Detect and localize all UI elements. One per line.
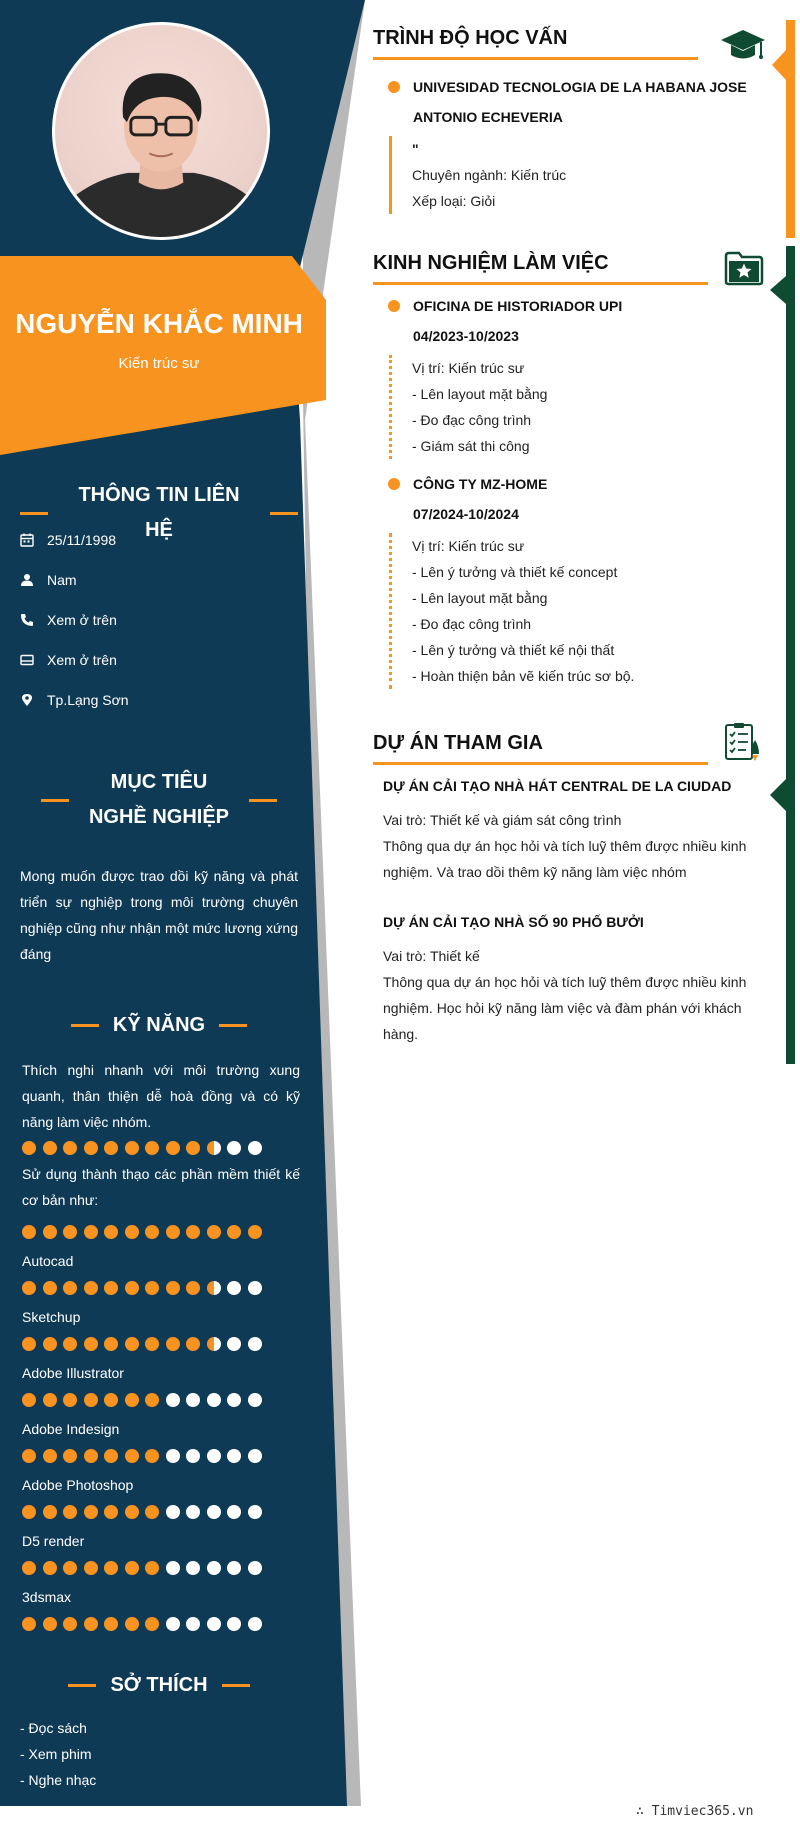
- project-checklist-icon: [722, 722, 764, 764]
- rating-dot: [63, 1505, 77, 1519]
- rating-dot: [84, 1505, 98, 1519]
- contact-email: Xem ở trên: [20, 640, 300, 680]
- rating-dot: [248, 1505, 262, 1519]
- skill-name: 3dsmax: [22, 1589, 72, 1605]
- rating-dot: [84, 1141, 98, 1155]
- rating-dot: [207, 1225, 221, 1239]
- rating-dot: [43, 1393, 57, 1407]
- job-item: [373, 469, 768, 689]
- rating-dot: [166, 1337, 180, 1351]
- rating-dot: [248, 1337, 262, 1351]
- rating-dot: [186, 1505, 200, 1519]
- rating-dot: [104, 1561, 118, 1575]
- rating-dot: [63, 1393, 77, 1407]
- job-details: Vị trí: Kiến trúc sư - Lên ý tưởng và thiết kế concept - Lên layout mặt bằng - Đo đạc công trình - Lên ý tưởng và thiết kế nội thất - Hoàn thiện bản vẽ kiến trúc sơ bộ.: [389, 533, 768, 689]
- job-company: CÔNG TY MZ-HOME: [373, 469, 768, 499]
- project-title: DỰ ÁN CẢI TẠO NHÀ SỐ 90 PHỐ BƯỞI: [383, 914, 644, 930]
- rating-dot: [186, 1337, 200, 1351]
- rating-dot: [104, 1281, 118, 1295]
- hobby-item: - Xem phim: [20, 1746, 92, 1762]
- rating-dot: [248, 1281, 262, 1295]
- education-section: [373, 23, 768, 214]
- hobbies-list: [20, 1715, 298, 1793]
- skill-rating: [22, 1135, 300, 1161]
- location-icon: [20, 692, 47, 708]
- rating-dot: [227, 1141, 241, 1155]
- rating-dot: [248, 1561, 262, 1575]
- contact-birthday: 25/11/1998: [20, 520, 300, 560]
- skill-name: Adobe Photoshop: [22, 1477, 134, 1493]
- education-grade: Xếp loại: Giỏi: [412, 193, 496, 209]
- rating-dot: [22, 1505, 36, 1519]
- rating-dot: [104, 1617, 118, 1631]
- rating-dot: [186, 1225, 200, 1239]
- rating-dot: [248, 1449, 262, 1463]
- rating-dot: [63, 1561, 77, 1575]
- rating-dot: [43, 1449, 57, 1463]
- rating-dot: [63, 1225, 77, 1239]
- rating-dot: [248, 1141, 262, 1155]
- skills-list: [22, 1057, 300, 1637]
- rating-dot: [104, 1141, 118, 1155]
- rating-dot: [227, 1449, 241, 1463]
- rating-dot: [248, 1225, 262, 1239]
- skill-rating: [22, 1555, 300, 1581]
- skill-rating: [22, 1387, 300, 1413]
- rating-dot: [22, 1225, 36, 1239]
- rating-dot: [63, 1449, 77, 1463]
- full-name: NGUYỄN KHẮC MINH: [15, 308, 303, 339]
- skill-name: D5 render: [22, 1533, 85, 1549]
- rating-dot: [125, 1449, 139, 1463]
- rating-dot: [84, 1281, 98, 1295]
- skill-rating: [22, 1331, 300, 1357]
- rating-dot: [186, 1617, 200, 1631]
- rating-dot: [22, 1449, 36, 1463]
- email-icon: [20, 652, 47, 668]
- skill-rating: [22, 1275, 300, 1301]
- rating-dot: [125, 1141, 139, 1155]
- rating-dot: [207, 1617, 221, 1631]
- skill-rating: [22, 1611, 300, 1637]
- rating-dot: [125, 1505, 139, 1519]
- rating-dot: [84, 1561, 98, 1575]
- job-details: Vị trí: Kiến trúc sư - Lên layout mặt bằng - Đo đạc công trình - Giám sát thi công: [389, 355, 768, 459]
- rating-dot: [125, 1393, 139, 1407]
- rating-dot: [207, 1141, 221, 1155]
- rating-dot: [145, 1337, 159, 1351]
- skill-name: Adobe Illustrator: [22, 1365, 124, 1381]
- rating-dot: [166, 1449, 180, 1463]
- rating-dot: [43, 1337, 57, 1351]
- projects-section: [373, 728, 768, 1047]
- rating-dot: [63, 1281, 77, 1295]
- rating-dot: [125, 1225, 139, 1239]
- skill-name: Autocad: [22, 1253, 74, 1269]
- rating-dot: [104, 1505, 118, 1519]
- contact-heading: THÔNG TIN LIÊN HỆ: [20, 478, 298, 548]
- rating-dot: [227, 1561, 241, 1575]
- skill-rating: [22, 1499, 300, 1525]
- project-description: Thông qua dự án học hỏi và tích luỹ thêm được nhiều kinh nghiệm. Học hỏi kỹ năng làm việc và đàm phán với khách hàng.: [383, 974, 747, 1042]
- hobbies-heading: SỞ THÍCH: [20, 1668, 298, 1703]
- rating-dot: [22, 1561, 36, 1575]
- rating-dot: [186, 1281, 200, 1295]
- rating-dot: [207, 1337, 221, 1351]
- rating-dot: [22, 1337, 36, 1351]
- contact-phone: Xem ở trên: [20, 600, 300, 640]
- skill-name: Sketchup: [22, 1309, 81, 1325]
- profile-photo: [52, 22, 270, 240]
- rating-dot: [207, 1281, 221, 1295]
- rating-dot: [43, 1561, 57, 1575]
- rating-dot: [166, 1141, 180, 1155]
- job-item: [373, 291, 768, 459]
- heading-bar-left: [20, 512, 48, 515]
- rating-dot: [145, 1141, 159, 1155]
- rating-dot: [84, 1337, 98, 1351]
- rating-dot: [104, 1337, 118, 1351]
- job-period: 07/2024-10/2024: [413, 506, 519, 522]
- skill-intro-soft: Thích nghi nhanh với môi trường xung quanh, thân thiện dễ hoà đồng và có kỹ năng làm việc nhóm.: [22, 1062, 300, 1130]
- experience-section: [373, 248, 768, 689]
- rating-dot: [145, 1281, 159, 1295]
- rating-dot: [125, 1337, 139, 1351]
- rating-dot: [227, 1225, 241, 1239]
- rating-dot: [125, 1281, 139, 1295]
- graduation-cap-icon: [720, 28, 766, 64]
- rating-dot: [248, 1393, 262, 1407]
- rating-dot: [84, 1449, 98, 1463]
- job-period: 04/2023-10/2023: [413, 328, 519, 344]
- rating-dot: [227, 1393, 241, 1407]
- rating-dot: [84, 1617, 98, 1631]
- rating-dot: [227, 1337, 241, 1351]
- rating-dot: [166, 1393, 180, 1407]
- rating-dot: [145, 1393, 159, 1407]
- rating-dot: [125, 1617, 139, 1631]
- project-role: Vai trò: Thiết kế và giám sát công trình: [383, 812, 622, 828]
- rating-dot: [186, 1449, 200, 1463]
- rating-dot: [22, 1141, 36, 1155]
- rating-dot: [63, 1337, 77, 1351]
- project-item: [373, 771, 768, 885]
- projects-heading: DỰ ÁN THAM GIA: [373, 732, 543, 754]
- rating-dot: [63, 1617, 77, 1631]
- rating-dot: [227, 1505, 241, 1519]
- rating-dot: [207, 1561, 221, 1575]
- rating-dot: [22, 1393, 36, 1407]
- rating-dot: [166, 1505, 180, 1519]
- rating-dot: [43, 1617, 57, 1631]
- objective-heading: MỤC TIÊU NGHỀ NGHIỆP: [20, 765, 298, 835]
- hobby-item: - Đọc sách: [20, 1720, 87, 1736]
- education-details: [389, 136, 768, 214]
- rating-dot: [145, 1561, 159, 1575]
- rating-dot: [43, 1141, 57, 1155]
- skill-rating: [22, 1443, 300, 1469]
- rating-dot: [104, 1449, 118, 1463]
- rating-dot: [248, 1617, 262, 1631]
- rating-dot: [145, 1617, 159, 1631]
- education-period: ": [412, 141, 419, 157]
- objective-text: Mong muốn được trao dồi kỹ năng và phát triển sự nghiệp trong môi trường chuyên nghiệp cũng như nhận một mức lương xứng đáng: [20, 868, 298, 962]
- rating-dot: [227, 1617, 241, 1631]
- project-title: DỰ ÁN CẢI TẠO NHÀ HÁT CENTRAL DE LA CIUDAD: [383, 778, 732, 794]
- hobby-item: - Nghe nhạc: [20, 1772, 97, 1788]
- skill-rating: [22, 1219, 300, 1245]
- calendar-icon: [20, 532, 47, 548]
- user-icon: [20, 572, 47, 588]
- rating-dot: [166, 1617, 180, 1631]
- rating-dot: [207, 1393, 221, 1407]
- contact-gender: Nam: [20, 560, 300, 600]
- heading-bar-right: [270, 512, 298, 515]
- rating-dot: [43, 1281, 57, 1295]
- contact-address: Tp.Lạng Sơn: [20, 680, 300, 720]
- rating-dot: [43, 1505, 57, 1519]
- rating-dot: [125, 1561, 139, 1575]
- education-major: Chuyên ngành: Kiến trúc: [412, 167, 567, 183]
- rating-dot: [186, 1393, 200, 1407]
- rating-dot: [207, 1505, 221, 1519]
- education-heading: TRÌNH ĐỘ HỌC VẤN: [373, 27, 568, 49]
- rating-dot: [186, 1141, 200, 1155]
- rating-dot: [104, 1225, 118, 1239]
- skill-name: Adobe Indesign: [22, 1421, 120, 1437]
- rating-dot: [63, 1141, 77, 1155]
- skills-heading: KỸ NĂNG: [20, 1008, 298, 1043]
- job-company: OFICINA DE HISTORIADOR UPI: [373, 291, 768, 321]
- contact-list: [20, 520, 300, 720]
- rating-dot: [227, 1281, 241, 1295]
- rating-dot: [166, 1281, 180, 1295]
- rating-dot: [145, 1449, 159, 1463]
- job-title: Kiến trúc sư: [118, 355, 200, 372]
- folder-star-icon: [724, 250, 764, 286]
- rating-dot: [84, 1393, 98, 1407]
- rating-dot: [43, 1225, 57, 1239]
- project-item: [373, 907, 768, 1047]
- skill-intro-software: Sử dụng thành thạo các phần mềm thiết kế cơ bản như:: [22, 1166, 300, 1208]
- rating-dot: [207, 1449, 221, 1463]
- phone-icon: [20, 612, 47, 628]
- rating-dot: [166, 1561, 180, 1575]
- project-role: Vai trò: Thiết kế: [383, 948, 480, 964]
- project-description: Thông qua dự án học hỏi và tích luỹ thêm được nhiều kinh nghiệm. Và trao dồi thêm kỹ năng làm việc nhóm: [383, 838, 747, 880]
- rating-dot: [145, 1505, 159, 1519]
- rating-dot: [186, 1561, 200, 1575]
- rating-dot: [104, 1393, 118, 1407]
- rating-dot: [84, 1225, 98, 1239]
- rating-dot: [166, 1225, 180, 1239]
- rating-dot: [145, 1225, 159, 1239]
- rating-dot: [22, 1281, 36, 1295]
- experience-heading: KINH NGHIỆM LÀM VIỆC: [373, 252, 609, 274]
- school-name: UNIVESIDAD TECNOLOGIA DE LA HABANA JOSE ANTONIO ECHEVERIA: [373, 72, 768, 132]
- rating-dot: [22, 1617, 36, 1631]
- watermark: ∴ Timviec365.vn: [636, 1804, 754, 1819]
